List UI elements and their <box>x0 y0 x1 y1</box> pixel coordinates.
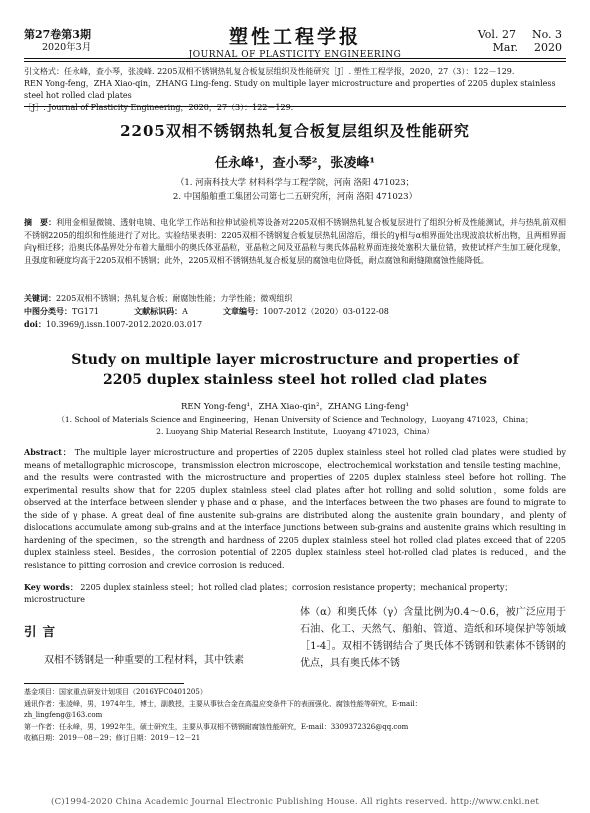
footnote-first-author: 第一作者：任永峰，男，1992年生，硕士研究生，主要从事双相不锈钢耐腐蚀性能研究，E-mail：3309372326@qq.com <box>24 722 409 731</box>
volume-issue-cn: 第27卷第3期 <box>24 28 91 41</box>
keywords-cn <box>24 292 566 305</box>
citation-line-en-1: REN Yong-feng，ZHA Xiao-qin，ZHANG Ling-feng. Study on multiple layer microstructure and properties of 2205 duplex stainless steel hot rolled clad plates <box>24 79 556 100</box>
article-title-en-line-2: 2205 duplex stainless steel hot rolled clad plates <box>103 372 487 388</box>
header-rule <box>24 58 566 59</box>
date-cn: 2020年3月 <box>42 42 92 53</box>
month-en: Mar. <box>492 41 518 54</box>
section-heading-intro <box>24 622 270 640</box>
footnote-corresponding-email: zh_lingfeng@163.com <box>24 711 103 719</box>
affiliation-cn-1: （1. 河南科技大学 材料科学与工程学院，河南 洛阳 471023； <box>175 178 415 188</box>
doi-value: 10.3969/j.issn.1007-2012.2020.03.017 <box>45 320 203 329</box>
footnote-corresponding-author: 通讯作者：张凌峰，男，1974年生，博士，副教授，主要从事钛合金在高温应变条件下的表面强化、腐蚀性能等研究，E-mail： <box>24 699 422 708</box>
footnotes <box>24 687 566 745</box>
keywords-cn-label: 关键词： <box>24 293 56 303</box>
citation-line-cn: 引文格式：任永峰，查小琴，张凌峰. 2205双相不锈钢热轧复合板复层组织及性能研究［J］. 塑性工程学报，2020，27（3）：122－129. <box>24 67 515 76</box>
article-title-en-line-1: Study on multiple layer microstructure and properties of <box>71 352 519 368</box>
article-number-label: 文章编号： <box>222 306 263 316</box>
affiliation-en-1: （1. School of Materials Science and Engineering，Henan University of Science and Technology，Luoyang 471023，China； <box>57 415 533 424</box>
doc-code-value: A <box>182 307 188 316</box>
journal-title-cn: 塑性工程学报 <box>228 26 361 48</box>
abstract-cn-label: 摘 要： <box>24 217 57 227</box>
intro-heading-text: 引言 <box>24 624 62 639</box>
journal-title-en: JOURNAL OF PLASTICITY ENGINEERING <box>188 50 402 60</box>
citation-line-en-2: ［J］. Journal of Plasticity Engineering，2020，27（3）：122－129. <box>24 103 294 112</box>
footnote-dates: 收稿日期：2019－08－29；修订日期：2019－12－21 <box>24 734 201 742</box>
doi-row <box>24 318 566 331</box>
doi-label: doi： <box>24 319 46 329</box>
abstract-en <box>24 446 566 572</box>
intro-paragraph-left: 双相不锈钢是一种重要的工程材料，其中铁素 <box>44 655 244 666</box>
keywords-en <box>24 581 566 606</box>
issue-en: No. 3 <box>531 28 562 41</box>
article-title-cn: 2205双相不锈钢热轧复合板复层组织及性能研究 <box>120 122 470 140</box>
affiliation-cn-2: 2. 中国船舶重工集团公司第七二五研究所，河南 洛阳 471023） <box>172 192 418 202</box>
clc-value: TG171 <box>72 307 99 316</box>
keywords-cn-text: 2205双相不锈钢；热轧复合板；耐腐蚀性能；力学性能；微观组织 <box>56 294 293 303</box>
keywords-en-text: 2205 duplex stainless steel；hot rolled clad plates；corrosion resistance property；mechanical property；microstructure <box>24 583 513 604</box>
abstract-cn-text: 利用金相显微镜、透射电镜、电化学工作站和拉伸试验机等设备对2205双相不锈钢热轧复合板复层进行了组织分析及性能测试，并与热轧前双相不锈钢2205的组织和性能进行了对比。实验结果表明：2205双相不锈钢复合板复层热轧固溶后，细长的γ相与α相界面处出现波浪状析出物，且两相界面向γ相迁移；沿奥氏体晶界处分布着大量细小的奥氏体亚晶粒，亚晶粒之间及亚晶粒与奥氏体晶粒界面连接处塞积大量位错，致使试样产生加工硬化现象，且强度和硬度均高于2205双相不锈钢；此外，2205双相不锈钢热轧复合板复层的腐蚀电位降低，耐点腐蚀和耐缝隙腐蚀性能降低。 <box>24 218 567 265</box>
running-header-right <box>462 28 562 54</box>
intro-paragraph-right: 体（α）和奥氏体（γ）含量比例为0.4～0.6，被广泛应用于石油、化工、天然气、船舶、管道、造纸和环境保护等领域［1-4］。双相不锈钢结合了奥氏体不锈钢和铁素体不锈钢的优点，具有奥氏体不锈 <box>300 607 566 669</box>
affiliations-cn <box>0 176 590 204</box>
copyright-watermark: (C)1994-2020 China Academic Journal Electronic Publishing House. All rights reserved. http://www.cnki.net <box>51 797 539 807</box>
header-rule-thin <box>24 61 566 62</box>
year-en: 2020 <box>534 41 562 54</box>
classification-row <box>24 305 566 318</box>
article-number-value: 1007-2012（2020）03-0122-08 <box>262 307 389 316</box>
abstract-en-text: The multiple layer microstructure and properties of 2205 duplex stainless steel hot rolled clad plates were studied by means of metallographic microscope，transmission electron microscope，electrochemical workstation and tensile testing machine，and the results were contrasted with the microstructure and properties of 2205 duplex stainless steel before hot rolling. The experimental results show that for 2205 duplex stainless steel clad plates after hot rolling and solid solution，some folds are observed at the interface between slender γ phase and α phase，and the interfaces between the two phases are found to migrate to the side of γ phase. A great deal of fine austenite sub-grains are distributed along the austenite grain boundary，and plenty of dislocations accumulate among sub-grains and at the interface junctions between sub-grains and austenite grains which resulting in hardening of the specimen，so the strength and hardness of 2205 duplex stainless steel hot rolled clad plates exceed that of 2205 duplex stainless steel. Besides，the corrosion potential of 2205 duplex stainless steel hot-rolled clad plates is reduced，and the resistance to pitting corrosion and crevice corrosion is reduced. <box>24 448 567 570</box>
keywords-en-label: Key words： <box>24 582 78 592</box>
authors-en: REN Yong-feng¹，ZHA Xiao-qin²，ZHANG Ling-feng¹ <box>180 402 410 412</box>
footnote-rule <box>24 683 184 684</box>
footnote-funding: 基金项目：国家重点研发计划项目（2016YFC0401205） <box>24 688 207 696</box>
abstract-en-label: Abstract： <box>24 447 72 457</box>
article-title-en <box>0 350 590 390</box>
clc-label: 中图分类号： <box>24 306 72 316</box>
authors-cn: 任永峰¹，查小琴²，张凌峰¹ <box>214 156 376 171</box>
abstract-cn <box>24 216 566 267</box>
affiliations-en <box>40 414 550 438</box>
volume-en: Vol. 27 <box>477 28 516 41</box>
doc-code-label: 文献标识码： <box>134 306 183 316</box>
citation-rule <box>24 106 566 107</box>
affiliation-en-2: 2. Luoyang Ship Material Research Institute，Luoyang 471023，China） <box>156 427 434 436</box>
